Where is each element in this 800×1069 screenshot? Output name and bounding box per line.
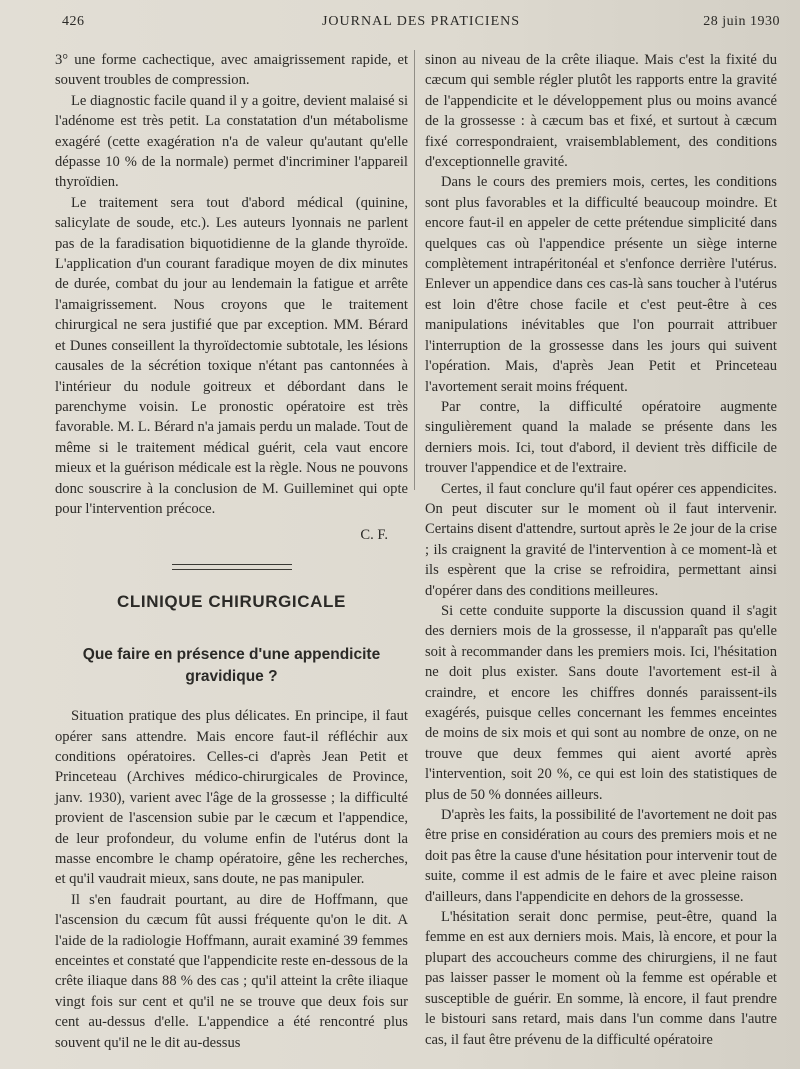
paragraph: Certes, il faut conclure qu'il faut opérer ces appendicites. On peut discuter sur le moment où il faut intervenir. Certains disent d'attendre, surtout après le 2e jour de la crise ; ils craignent la gravité de l'intervention à ce moment-là et ils espèrent que la crise se refroidira, permettant ainsi d'opérer dans des conditions meilleures. xyxy=(425,480,777,599)
author-signature: C. F. xyxy=(360,527,388,544)
paragraph: Si cette conduite supporte la discussion quand il s'agit des derniers mois de la grossesse, il n'apparaît pas qu'elle soit à recommander dans les premiers mois. Ici, l'hésitation ne doit plus exister. Sans doute l'avortement est-il à craindre, et encore les chiffres donnés paraissent-ils exagérés, puisque celles concernant les femmes enceintes de moins de six mois et qui sont au nombre de onze, on ne trouve que deux femmes qui aient avorté après l'intervention, soit 20 %, ce qui est loin des statistiques de plus de 50 % données ailleurs. xyxy=(425,602,777,803)
paragraph: Par contre, la difficulté opératoire augmente singulièrement quand la malade se présente dans les derniers mois. Ici, tout d'abord, il devient très difficile de trouver l'appendice et de l'extraire. xyxy=(425,398,777,477)
paragraph: Le traitement sera tout d'abord médical (quinine, salicylate de soude, etc.). Les auteurs lyonnais ne parlent pas de la faradisation biquotidienne de la glande thyroïde. L'application d'un courant faradique moyen de dix minutes de durée, combat du jour au lendemain la fatigue et arrête l'amaigrissement. Nous croyons que le traitement chirurgical ne sera justifié que par exception. MM. Bérard et Dunes conseillent la thyroïdectomie subtotale, les lésions causales de la sécrétion toxique n'étant pas cantonnées à l'intérieur du nodule goitreux et débordant dans le parenchyme voisin. Le pronostic opératoire est très favorable. M. L. Bérard n'a jamais perdu un malade. Tout de même si le traitement médical guérit, cela vaut encore mieux et la guérison médicale est la règle. Nous ne pouvons donc souscrire à la conclusion de M. Guilleminet qui opte pour l'intervention précoce. xyxy=(55,194,408,517)
right-column xyxy=(425,50,777,1050)
paragraph: L'hésitation serait donc permise, peut-être, quand la femme en est aux derniers mois. Mais, là encore, et pour la plupart des accoucheurs comme des chirurgiens, il ne faut pas laisser passer le moment où la femme est opérable et susceptible de guérir. En somme, là encore, il faut prendre le bistouri sans retard, mais dans l'un comme dans l'autre cas, il faut être prévenu de la difficulté opératoire xyxy=(425,909,777,1048)
paragraph: 3° une forme cachectique, avec amaigrissement rapide, et souvent troubles de compression. xyxy=(55,52,408,89)
paragraph: Situation pratique des plus délicates. En principe, il faut opérer sans attendre. Mais encore faut-il réfléchir aux conditions opératoires. Celles-ci d'après Jean Petit et Princeteau (Archives médico-chirurgicales de Province, janv. 1930), varient avec l'âge de la grossesse ; la difficulté provient de l'ascension subie par le cæcum et l'appendice, de leur profondeur, du volume enfin de l'utérus dont la masse encombre le champ opératoire, gêne les recherches, et qu'il vaudrait mieux, sans doute, ne pas manipuler. xyxy=(55,708,408,888)
paragraph: sinon au niveau de la crête iliaque. Mais c'est la fixité du cæcum qui semble régler plutôt les rapports entre la gravité de l'appendicite et le développement plus ou moins avancé de la grossesse : à cæcum bas et fixé, et surtout à cæcum fixé correspondraient, vraisemblablement, des conditions d'exceptionnelle gravité. xyxy=(425,52,777,171)
article-title: Que faire en présence d'une appendicite gravidique ? xyxy=(82,646,381,686)
column-divider xyxy=(414,50,415,490)
paragraph: Il s'en faudrait pourtant, au dire de Hoffmann, que l'ascension du cæcum fût aussi fréquente qu'on le dit. A l'aide de la radiologie Hoffmann, aurait examiné 39 femmes enceintes et constaté que l'appendicite reste en-dessous de la crête iliaque dans 88 % des cas ; qu'il atteint la crête iliaque vingt fois sur cent et qu'il ne se trouve que deux fois sur cent au-dessus d'elle. L'appendice a été rencontré plus souvent qu'il ne le dit au-dessus xyxy=(55,891,408,1051)
left-column xyxy=(55,50,408,1053)
paragraph: D'après les faits, la possibilité de l'avortement ne doit pas être prise en considération au cours des premiers mois et ne doit pas être la cause d'une hésitation pour intervenir tout de suite, comme il est admis de le faire et avec pleine raison d'ailleurs, dans l'appendicite en dehors de la grossesse. xyxy=(425,807,777,905)
journal-title: JOURNAL DES PRATICIENS xyxy=(321,14,521,29)
page-header xyxy=(62,14,780,36)
section-divider xyxy=(172,564,292,570)
paragraph: Le diagnostic facile quand il y a goitre, devient malaisé si l'adénome est très petit. La constatation d'un métabolisme exagéré (cette exagération n'a de valeur qu'autant qu'elle dépasse 10 % de la normale) permet d'incriminer l'appareil thyroïdien. xyxy=(55,92,408,191)
section-title: CLINIQUE CHIRURGICALE xyxy=(117,591,346,611)
issue-date: 28 juin 1930 xyxy=(703,14,780,29)
page-number: 426 xyxy=(62,14,85,29)
paragraph: Dans le cours des premiers mois, certes, les conditions sont plus favorables et la difficulté beaucoup moindre. Et encore faut-il en appeler de cette prétendue simplicité dans quelques cas où l'appendice présente un siège interne complètement intrapéritonéal et s'enfonce derrière l'utérus. Enlever un appendice dans ces cas-là sans toucher à l'utérus est loin d'être chose facile et c'est peut-être à ces manipulations inévitables que l'on pourrait attribuer l'interruption de la grossesse dans les jours qui suivent l'opération. Mais, d'après Jean Petit et Princeteau l'avortement serait moins fréquent. xyxy=(425,174,777,395)
